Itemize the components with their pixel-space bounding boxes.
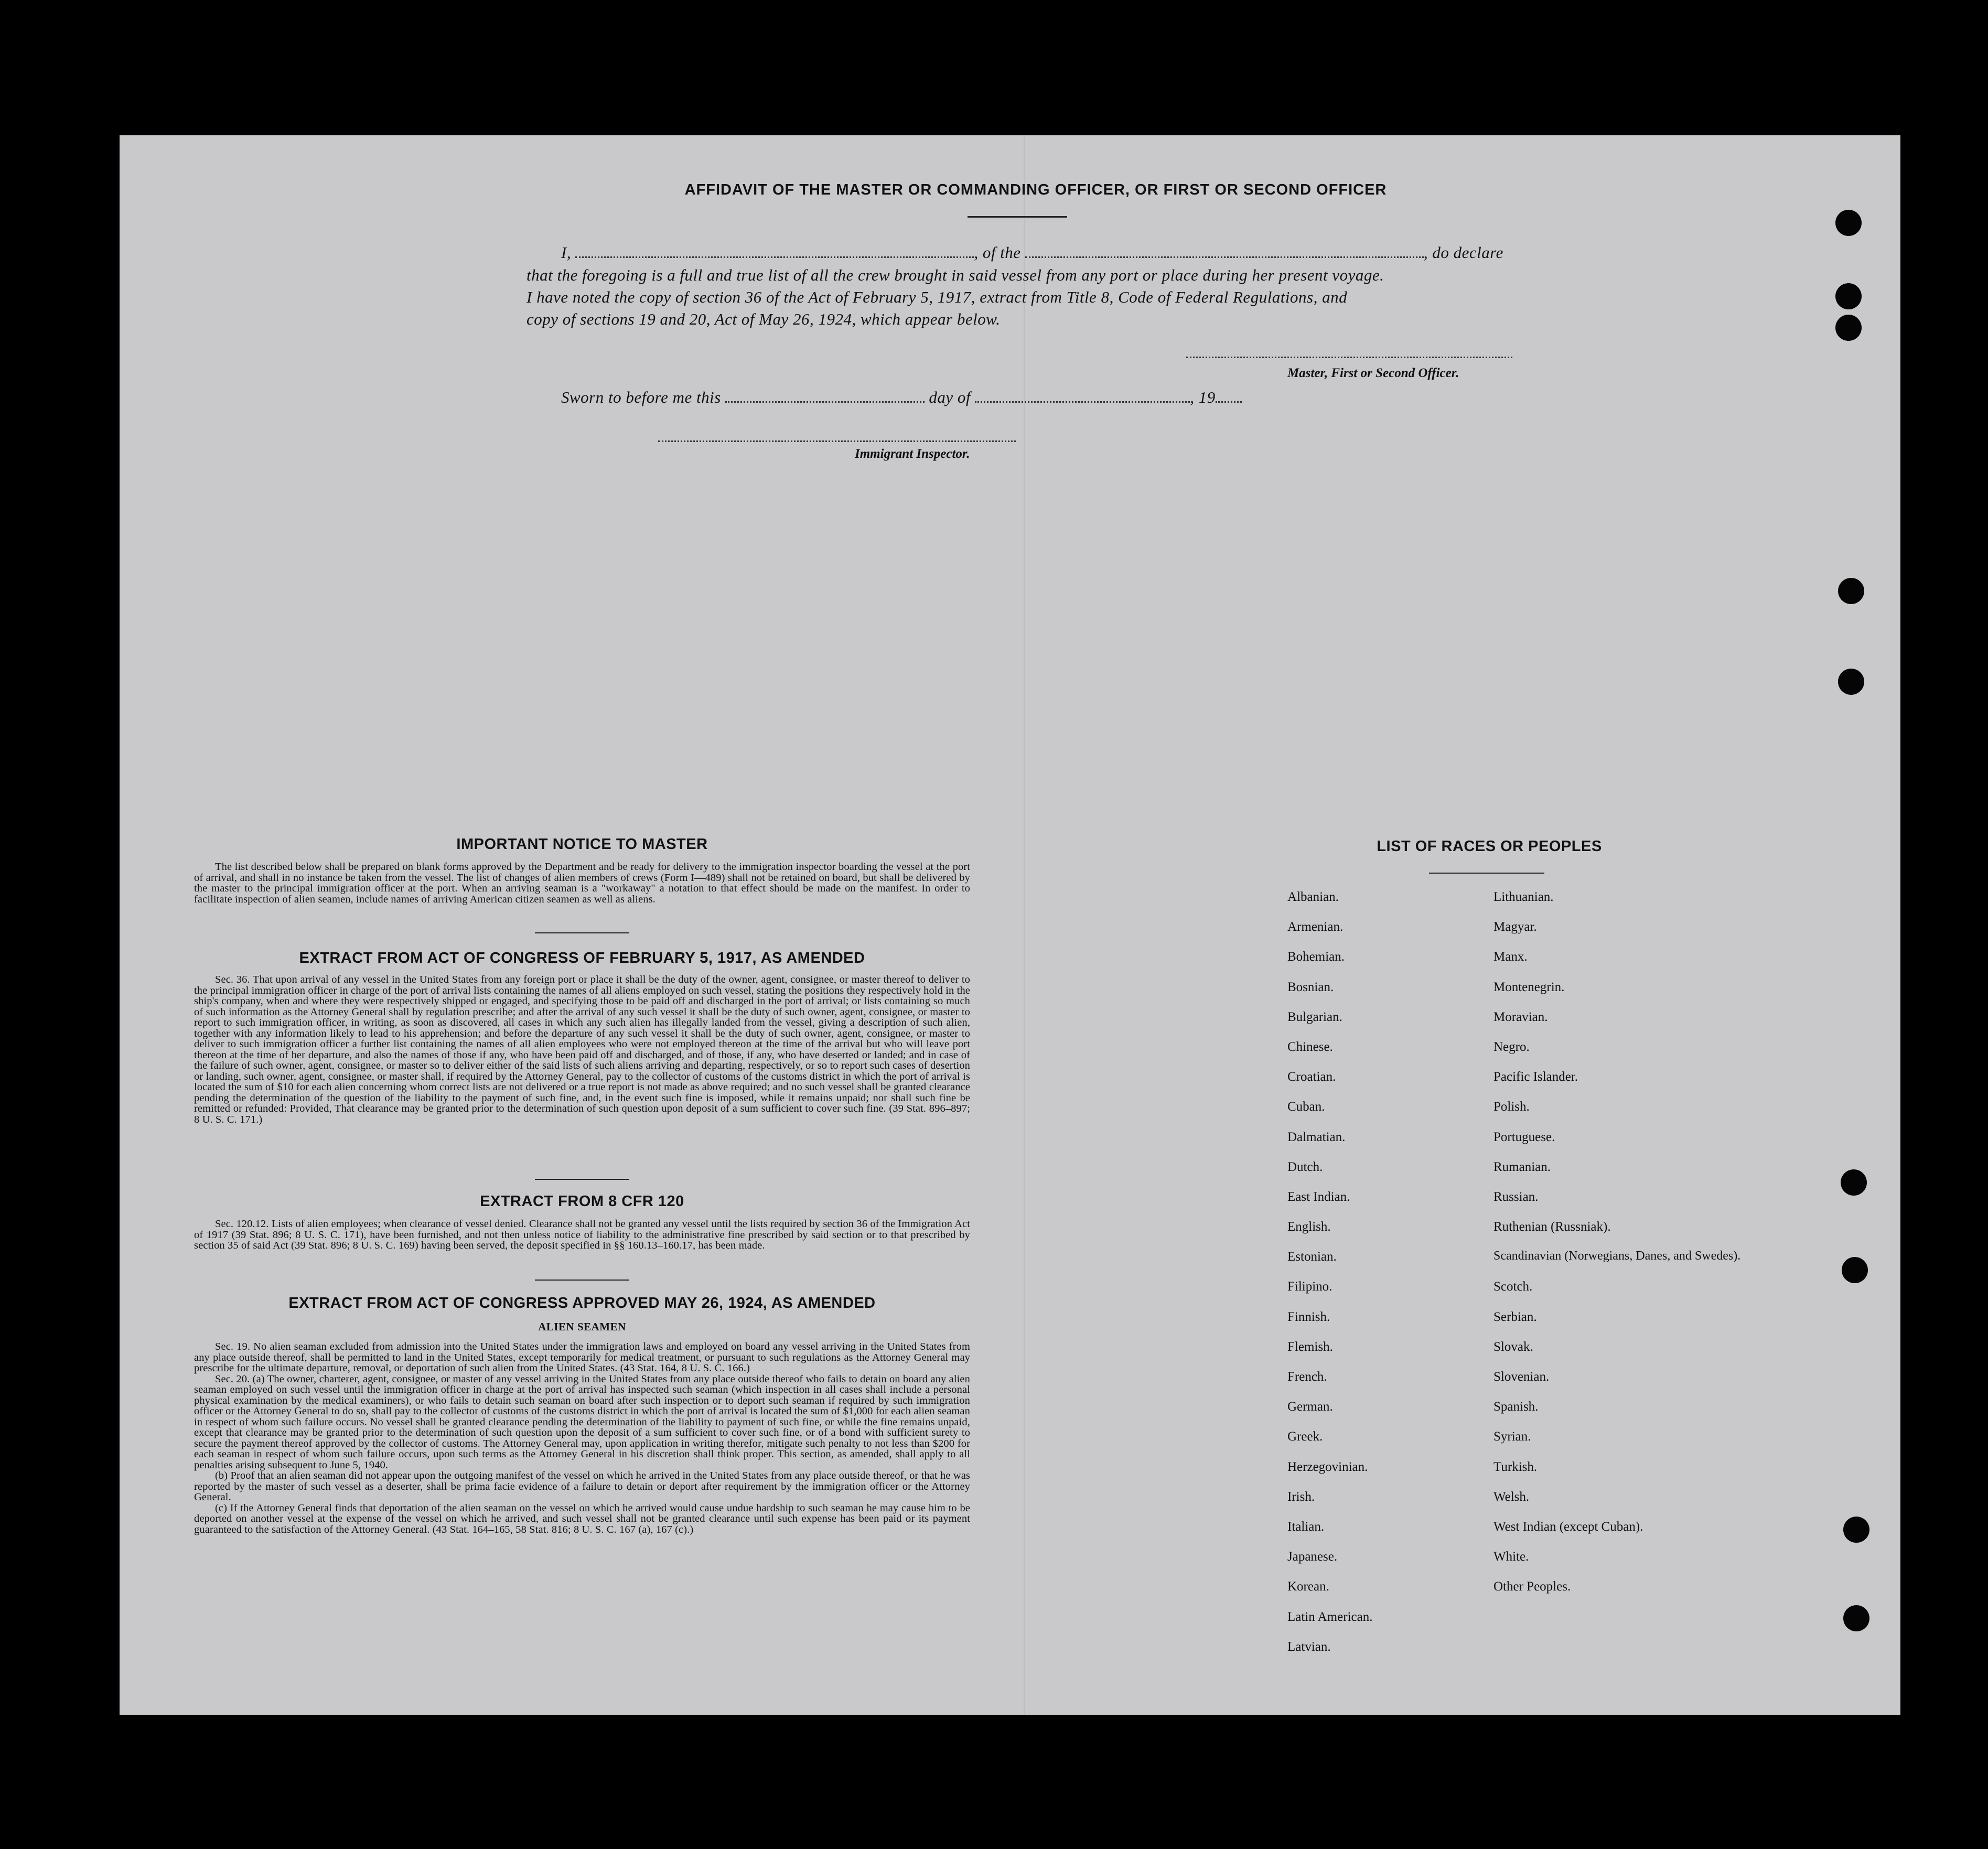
master-signature-line[interactable] xyxy=(1186,357,1512,358)
master-signature-label: Master, First or Second Officer. xyxy=(1287,366,1459,380)
race-item: Irish. xyxy=(1287,1489,1315,1504)
race-item: Scandinavian (Norwegians, Danes, and Swedes). xyxy=(1493,1249,1741,1263)
punch-hole xyxy=(1843,1517,1869,1543)
race-item: West Indian (except Cuban). xyxy=(1493,1519,1643,1534)
notice-rule xyxy=(535,932,629,933)
race-item: Russian. xyxy=(1493,1189,1539,1204)
races-right-column xyxy=(1493,889,1766,1609)
race-item: Welsh. xyxy=(1493,1489,1530,1504)
race-item: Syrian. xyxy=(1493,1429,1531,1444)
race-item: Finnish. xyxy=(1287,1309,1330,1324)
punch-hole xyxy=(1835,210,1862,236)
page-fold xyxy=(1024,135,1025,1715)
race-item: Bulgarian. xyxy=(1287,1009,1342,1024)
race-item: Manx. xyxy=(1493,950,1528,964)
sworn-month-field[interactable] xyxy=(975,401,1190,403)
race-item: White. xyxy=(1493,1550,1529,1564)
declarant-name-field[interactable] xyxy=(575,256,974,258)
race-item: Latin American. xyxy=(1287,1609,1373,1624)
extract-1917-rule xyxy=(535,1179,629,1180)
notice-paragraph: The list described below shall be prepared on blank forms approved by the Department and be ready for delivery to the immigration inspector boarding the vessel at the port of arrival, and shall in no instance be taken from the vessel. The list of changes of alien members of crews (Form I—489) shall not be retained on board, but shall be delivered by the master to the principal immigration officer at the port. When an arriving seaman is a "workaway" a notation to that effect should be made on the manifest. In order to facilitate inspection of alien seamen, include names of arriving American citizen seamen as well as aliens. xyxy=(194,861,970,905)
race-item: Other Peoples. xyxy=(1493,1579,1571,1594)
extract-cfr-rule xyxy=(535,1280,629,1281)
race-item: Dalmatian. xyxy=(1287,1130,1346,1144)
year-label: , 19 xyxy=(1190,388,1216,406)
day-of-label: day of xyxy=(929,388,971,406)
extract-1917-text xyxy=(194,974,970,1125)
races-left-column xyxy=(1287,889,1487,1669)
race-item: Polish. xyxy=(1493,1100,1530,1114)
declarant-prefix: I, xyxy=(561,243,572,262)
title-rule xyxy=(968,216,1067,218)
extract-1917-title: EXTRACT FROM ACT OF CONGRESS OF FEBRUARY 5, 1917, AS AMENDED xyxy=(299,950,865,966)
race-item: French. xyxy=(1287,1370,1327,1384)
race-item: Magyar. xyxy=(1493,920,1537,934)
race-item: Moravian. xyxy=(1493,1009,1548,1024)
race-item: Italian. xyxy=(1287,1519,1325,1534)
race-item: Rumanian. xyxy=(1493,1159,1551,1174)
race-item: Slovak. xyxy=(1493,1339,1533,1354)
race-item: Croatian. xyxy=(1287,1070,1336,1084)
punch-hole xyxy=(1841,1169,1867,1196)
alien-seamen-subtitle: ALIEN SEAMEN xyxy=(538,1320,626,1333)
affidavit-line3: I have noted the copy of section 36 of the Act of February 5, 1917, extract from Title 8, Code of Federal Regulations, and xyxy=(526,288,1348,306)
race-item: Filipino. xyxy=(1287,1280,1333,1294)
section-19-text: Sec. 19. No alien seaman excluded from admission into the United States under the immigration laws and employed on board any vessel arriving in the United States from any place outside thereof, shall be permitted to land in the United States, except temporarily for medical treatment, or pursuant to such regulations as the Attorney General may prescribe for the ultimate departure, removal, or deportation of such alien from the United States. (43 Stat. 164, 8 U. S. C. 166.) xyxy=(194,1341,970,1374)
punch-hole xyxy=(1843,1605,1869,1631)
punch-hole xyxy=(1838,578,1864,604)
race-item: Albanian. xyxy=(1287,890,1339,904)
race-item: Serbian. xyxy=(1493,1309,1537,1324)
race-item: East Indian. xyxy=(1287,1189,1350,1204)
section-20c-text: (c) If the Attorney General finds that deportation of the alien seaman on the vessel on which he arrived would cause undue hardship to such seaman he may cause him to be deported on another vessel at the expense of the vessel on which he arrived, and such vessel shall not be granted clearance until such expense has been paid or its payment guaranteed to the satisfaction of the Attorney General. (43 Stat. 164–165, 58 Stat. 816; 8 U. S. C. 167 (a), 167 (c).) xyxy=(194,1502,970,1535)
sworn-prefix: Sworn to before me this xyxy=(561,388,721,406)
notice-text xyxy=(194,862,970,905)
inspector-signature-line[interactable] xyxy=(658,440,1016,442)
affidavit-line4: copy of sections 19 and 20, Act of May 26, 1924, which appear below. xyxy=(526,310,1001,328)
race-item: English. xyxy=(1287,1220,1331,1234)
race-item: Lithuanian. xyxy=(1493,890,1554,904)
section-120-12-text: Sec. 120.12. Lists of alien employees; when clearance of vessel denied. Clearance shall not be granted any vessel until the lists required by section 36 of the Immigration Act of 1917 (39 Stat. 896; 8 U. S. C. 171), have been furnished, and not then unless notice of liability to the administrative fine prescribed by said section or to that prescribed by section 35 of said Act (39 Stat. 896; 8 U. S. C. 169) having been served, the deposit specified in §§ 160.13–160.17, has been made. xyxy=(194,1218,970,1251)
race-item: Turkish. xyxy=(1493,1459,1538,1474)
section-36-text: Sec. 36. That upon arrival of any vessel in the United States from any foreign port or place it shall be the duty of the owner, agent, consignee, or master thereof to deliver to the principal immigration officer in charge of the port of arrival lists containing the names of all aliens employed on such vessel, stating the positions they respectively hold in the ship's company, when and where they were respectively shipped or engaged, and specifying those to be paid off and discharged in the port of arrival; or lists containing so much of such information as the Attorney General shall by regulation prescribe; and after the arrival of any such vessel it shall be the duty of such owner, agent, consignee, or master to report to such immigration officer, in writing, as soon as discovered, all cases in which any such alien has illegally landed from the vessel, giving a description of such alien, together with any information likely to lead to his apprehension; and before the departure of any such vessel it shall be the duty of such owner, agent, consignee, or master to deliver to such immigration officer a further list containing the names of all alien employees who were not employed thereon at the time of the arrival but who will leave port thereon at the time of her departure, and also the names of those if any, who have been paid off and discharged, and of those, if any, who have deserted or landed; and in case of the failure of such owner, agent, consignee, or master so to deliver either of the said lists of such aliens arriving and departing, respectively, or so to report such cases of desertion or landing, such owner, agent, consignee, or master shall, if required by the Attorney General, pay to the collector of customs of the customs district in which the port of arrival is located the sum of $10 for each alien concerning whom correct lists are not delivered or a true report is not made as above required; and no such vessel shall be granted clearance pending the determination of the question of the liability to the payment of such fine, and, in the event such fine is imposed, while it remains unpaid; nor shall such fine be remitted or refunded: Provided, That clearance may be granted prior to the determination of such question upon deposit of a sum sufficient to cover such fine. (39 Stat. 896–897; 8 U. S. C. 171.) xyxy=(194,974,970,1125)
affidavit-line2: that the foregoing is a full and true list of all the crew brought in said vessel from any port or place during her present voyage. xyxy=(526,266,1384,284)
race-item: Flemish. xyxy=(1287,1339,1333,1354)
races-rule xyxy=(1429,873,1544,874)
race-item: Greek. xyxy=(1287,1429,1323,1444)
extract-cfr-text xyxy=(194,1219,970,1251)
section-20b-text: (b) Proof that an alien seaman did not appear upon the outgoing manifest of the vessel on which he arrived in the United States from any place outside thereof, or that he was reported by the master of such vessel as a deserter, shall be prima facie evidence of a failure to detain or deport after requirement by the immigration officer or the Attorney General. xyxy=(194,1470,970,1503)
race-item: Latvian. xyxy=(1287,1639,1331,1654)
race-item: Slovenian. xyxy=(1493,1370,1550,1384)
race-item: German. xyxy=(1287,1400,1333,1414)
race-item: Estonian. xyxy=(1287,1250,1337,1264)
race-item: Dutch. xyxy=(1287,1159,1323,1174)
race-item: Armenian. xyxy=(1287,920,1344,934)
sworn-line xyxy=(561,388,1348,407)
extract-1924-title: EXTRACT FROM ACT OF CONGRESS APPROVED MAY 26, 1924, AS AMENDED xyxy=(288,1295,876,1312)
vessel-field[interactable] xyxy=(1025,256,1424,258)
race-item: Montenegrin. xyxy=(1493,980,1565,994)
race-item: Chinese. xyxy=(1287,1039,1333,1054)
race-item: Scotch. xyxy=(1493,1280,1533,1294)
extract-cfr-title: EXTRACT FROM 8 CFR 120 xyxy=(480,1193,684,1210)
race-item: Cuban. xyxy=(1287,1100,1325,1114)
race-item: Bosnian. xyxy=(1287,980,1334,994)
punch-hole xyxy=(1835,315,1862,341)
race-item: Pacific Islander. xyxy=(1493,1070,1578,1084)
race-item: Portuguese. xyxy=(1493,1130,1555,1144)
sworn-year-field[interactable] xyxy=(1216,401,1242,403)
extract-1924-text xyxy=(194,1341,970,1535)
race-item: Japanese. xyxy=(1287,1550,1338,1564)
punch-hole xyxy=(1835,283,1862,309)
punch-hole xyxy=(1842,1257,1868,1283)
notice-title: IMPORTANT NOTICE TO MASTER xyxy=(456,836,708,853)
affidavit-title: AFFIDAVIT OF THE MASTER OR COMMANDING OFFICER, OR FIRST OR SECOND OFFICER xyxy=(684,181,1387,198)
of-the-label: , of the xyxy=(974,243,1021,262)
affidavit-line1 xyxy=(561,243,1516,262)
punch-hole xyxy=(1838,669,1864,695)
race-item: Bohemian. xyxy=(1287,950,1345,964)
sworn-date-field[interactable] xyxy=(725,401,925,403)
race-item: Korean. xyxy=(1287,1579,1329,1594)
race-item: Ruthenian (Russniak). xyxy=(1493,1220,1611,1234)
race-item: Negro. xyxy=(1493,1039,1530,1054)
race-item: Herzegovinian. xyxy=(1287,1459,1368,1474)
races-title: LIST OF RACES OR PEOPLES xyxy=(1377,838,1602,855)
declare-label: , do declare xyxy=(1423,243,1503,262)
inspector-label: Immigrant Inspector. xyxy=(855,447,970,461)
race-item: Spanish. xyxy=(1493,1400,1539,1414)
section-20a-text: Sec. 20. (a) The owner, charterer, agent, consignee, or master of any vessel arriving in the United States from any place outside thereof who fails to detain on board any alien seaman employed on such vessel until the immigration officer in charge at the port of arrival has inspected such seaman (which inspection in all cases shall include a personal physical examination by the medical examiners), or who fails to detain such seaman on board after such inspection or to deport such seaman if required by such immigration officer or the Attorney General to do so, shall pay to the collector of customs of the customs district in which the port of arrival is located the sum of $1,000 for each alien seaman in respect of whom such failure occurs. No vessel shall be granted clearance pending the determination of the liability to payment of such fine, or while the fine remains unpaid, except that clearance may be granted prior to the determination of such question upon the deposit of a sum sufficient to cover such fine, or of a bond with sufficient surety to secure the payment thereof approved by the collector of customs. The Attorney General may, upon application in writing therefor, mitigate such penalty to not less than $200 for each seaman in respect of whom such failure occurs, upon such terms as the Attorney General in his discretion shall think proper. This section, as amended, shall apply to all penalties arising subsequent to June 5, 1940. xyxy=(194,1373,970,1471)
